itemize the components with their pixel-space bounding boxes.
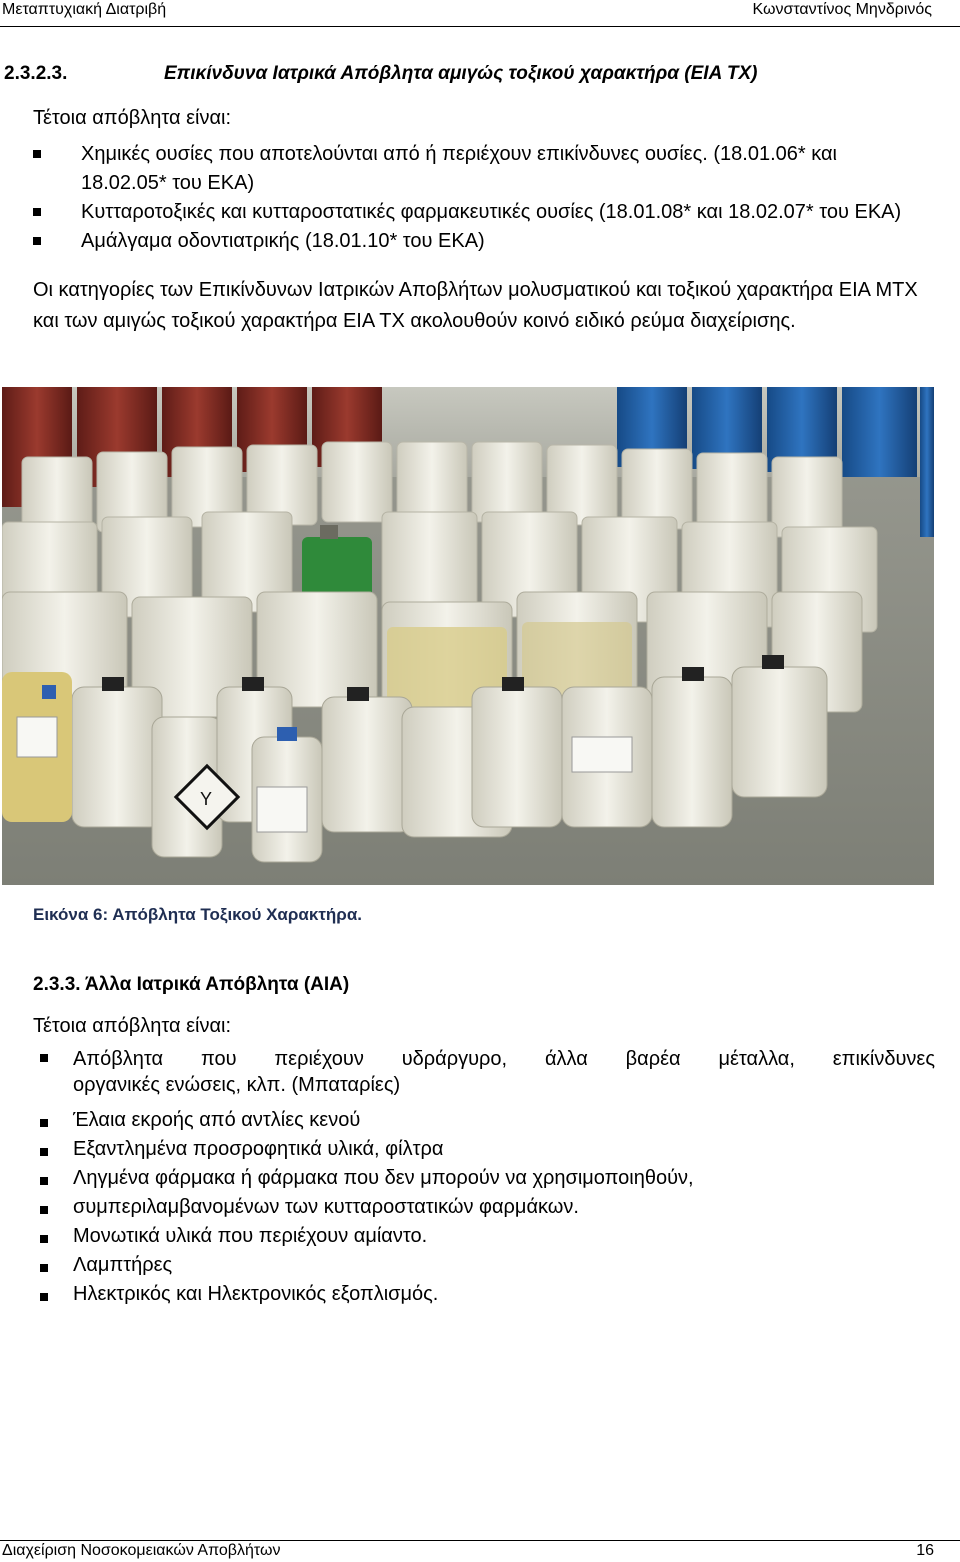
list-item: Μονωτικά υλικά που περιέχουν αμίαντο. <box>40 1222 935 1251</box>
page-number: 16 <box>916 1542 934 1559</box>
bullet-square-icon <box>33 150 41 158</box>
bullet-square-icon <box>40 1235 48 1243</box>
figure-caption: Εικόνα 6: Απόβλητα Τοξικού Χαρακτήρα. <box>33 905 362 924</box>
photo-illustration <box>2 387 934 885</box>
page-footer <box>0 1540 960 1562</box>
list-item: Χημικές ουσίες που αποτελούνται από ή περιέχουν επικίνδυνες ουσίες. (18.01.06* και 18.02.05* του ΕΚΑ) <box>33 140 913 198</box>
section-title: Άλλα Ιατρικά Απόβλητα (ΑΙΑ) <box>85 974 350 995</box>
list-item: συμπεριλαμβανομένων των κυτταροστατικών φαρμάκων. <box>40 1193 935 1222</box>
toxic-waste-photo <box>2 387 934 885</box>
list-item: Ληγμένα φάρμακα ή φάρμακα που δεν μπορούν να χρησιμοποιηθούν, <box>40 1164 935 1193</box>
list-item: Κυτταροτοξικές και κυτταροστατικές φαρμακευτικές ουσίες (18.01.08* και 18.02.07* του ΕΚΑ) <box>33 198 913 227</box>
section-number: 2.3.2.3. <box>4 63 68 84</box>
section-title: Επικίνδυνα Ιατρικά Απόβλητα αμιγώς τοξικού χαρακτήρα (ΕΙΑ ΤΧ) <box>164 63 758 84</box>
section-number: 2.3.3. <box>33 974 81 995</box>
bullet-square-icon <box>40 1264 48 1272</box>
page-header <box>0 0 960 27</box>
section2-bullet-list <box>40 1046 935 1309</box>
bullet-square-icon <box>40 1119 48 1127</box>
bullet-square-icon <box>40 1177 48 1185</box>
bullet-square-icon <box>33 237 41 245</box>
bullet-square-icon <box>40 1054 48 1062</box>
bullet-square-icon <box>40 1148 48 1156</box>
list-item: Λαμπτήρες <box>40 1251 935 1280</box>
header-left-title: Μεταπτυχιακή Διατριβή <box>2 1 167 18</box>
section-heading-2-3-2-3 <box>4 63 940 85</box>
section1-bullet-list <box>33 140 913 256</box>
list-item: Έλαια εκροής από αντλίες κενού <box>40 1106 935 1135</box>
bullet-square-icon <box>33 208 41 216</box>
section2-intro: Τέτοια απόβλητα είναι: <box>33 1015 232 1037</box>
bullet-square-icon <box>40 1293 48 1301</box>
section1-intro: Τέτοια απόβλητα είναι: <box>33 107 232 129</box>
bullet-square-icon <box>40 1206 48 1214</box>
section1-paragraph: Οι κατηγορίες των Επικίνδυνων Ιατρικών Αποβλήτων μολυσματικού και τοξικού χαρακτήρα ΕΙΑ ΜΤΧ και των αμιγώς τοξικού χαρακτήρα ΕΙΑ ΤΧ ακολουθούν κοινό ειδικό ρεύμα διαχείρισης. <box>33 279 918 332</box>
section-heading-2-3-3 <box>33 974 349 996</box>
header-author: Κωνσταντίνος Μηνδρινός <box>752 1 932 18</box>
list-item: Ηλεκτρικός και Ηλεκτρονικός εξοπλισμός. <box>40 1280 935 1309</box>
list-item: Εξαντλημένα προσροφητικά υλικά, φίλτρα <box>40 1135 935 1164</box>
list-item: Απόβλητα που περιέχουν υδράργυρο, άλλα βαρέα μέταλλα, επικίνδυνες οργανικές ενώσεις, κλπ. (Μπαταρίες) <box>40 1046 935 1098</box>
list-item: Αμάλγαμα οδοντιατρικής (18.01.10* του ΕΚΑ) <box>33 227 913 256</box>
footer-title: Διαχείριση Νοσοκομειακών Αποβλήτων <box>2 1542 281 1559</box>
hazard-label-text: Y <box>200 789 213 809</box>
